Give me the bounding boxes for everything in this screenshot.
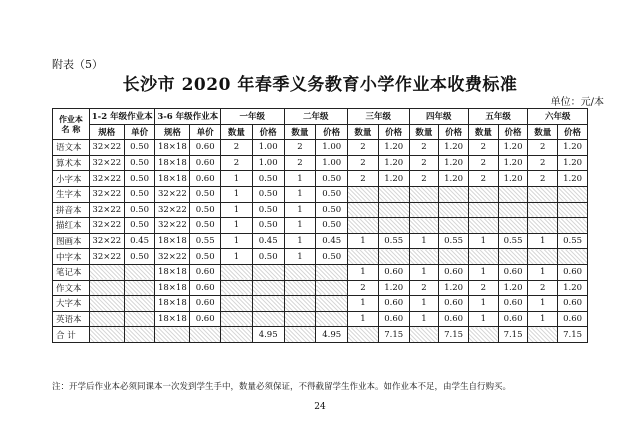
row-name: 描红本: [53, 218, 90, 234]
cell: 0.55: [190, 233, 221, 249]
cell: 1.20: [498, 155, 528, 171]
cell: 0.60: [190, 140, 221, 156]
cell: 0.50: [190, 249, 221, 265]
cell: 0.60: [378, 311, 409, 327]
row-name: 拼音本: [53, 202, 90, 218]
cell: [439, 186, 469, 202]
row-name: 算术本: [53, 155, 90, 171]
cell: [348, 327, 379, 343]
cell: 0.50: [316, 249, 348, 265]
cell: [378, 218, 409, 234]
cell: [252, 280, 284, 296]
cell: 0.50: [190, 202, 221, 218]
cell: 1: [284, 249, 316, 265]
cell: 1: [348, 264, 379, 280]
cell: 0.50: [124, 140, 155, 156]
cost-header: 价格: [498, 124, 528, 140]
cell: 32×22: [89, 140, 124, 156]
cell: 0.60: [439, 311, 469, 327]
cost-header: 价格: [378, 124, 409, 140]
cell: 2: [409, 280, 439, 296]
cell: 2: [284, 155, 316, 171]
cell: [439, 202, 469, 218]
cell: 0.60: [190, 264, 221, 280]
cell: 0.50: [252, 218, 284, 234]
cell: 2: [409, 140, 439, 156]
cell: 0.50: [190, 218, 221, 234]
cell: 0.50: [124, 171, 155, 187]
row-name: 小字本: [53, 171, 90, 187]
cell: 0.45: [124, 233, 155, 249]
cell: [409, 218, 439, 234]
cell: 2: [221, 155, 253, 171]
cell: [558, 249, 588, 265]
cell: 1.00: [252, 155, 284, 171]
cell: 1.20: [498, 280, 528, 296]
cell: 1: [284, 202, 316, 218]
cell: [528, 186, 558, 202]
cell: 0.60: [190, 311, 221, 327]
cell: [498, 186, 528, 202]
cell: 1.20: [378, 171, 409, 187]
cell: 32×22: [155, 249, 190, 265]
cell: [439, 249, 469, 265]
cell: 32×22: [89, 218, 124, 234]
cell: 2: [528, 171, 558, 187]
cell: 1: [221, 233, 253, 249]
cell: 0.55: [378, 233, 409, 249]
cell: [284, 280, 316, 296]
cell: 2: [348, 140, 379, 156]
unit-label: 单位：元/本: [550, 97, 604, 108]
cell: [558, 202, 588, 218]
cell: [316, 296, 348, 312]
cell: [252, 264, 284, 280]
cell: 1: [528, 311, 558, 327]
cell: 1.20: [558, 171, 588, 187]
cell: [528, 249, 558, 265]
header-row-groups: [53, 109, 588, 125]
cell: 1: [348, 233, 379, 249]
price-header: 单价: [190, 124, 221, 140]
cell: 0.60: [378, 264, 409, 280]
cell: 32×22: [155, 218, 190, 234]
cell: 32×22: [89, 233, 124, 249]
cell: 2: [468, 140, 498, 156]
cell: 1.00: [316, 155, 348, 171]
qty-header: 数量: [348, 124, 379, 140]
grade-total: 4.95: [316, 327, 348, 343]
cell: [89, 311, 124, 327]
spec-header: 规格: [155, 124, 190, 140]
cell: 0.50: [252, 186, 284, 202]
cell: 0.60: [439, 264, 469, 280]
qty-header: 数量: [221, 124, 253, 140]
cell: [89, 327, 124, 343]
page-title: 长沙市 2020 年春季义务教育小学作业本收费标准: [122, 75, 518, 95]
cell: 1: [284, 171, 316, 187]
cell: [316, 264, 348, 280]
cell: 1: [284, 186, 316, 202]
cell: 0.50: [316, 186, 348, 202]
cell: [378, 249, 409, 265]
qty-header: 数量: [468, 124, 498, 140]
table-row: [53, 296, 588, 312]
cell: 0.55: [558, 233, 588, 249]
cell: 1: [409, 311, 439, 327]
table-row: [53, 171, 588, 187]
group-header: 1-2 年级作业本: [89, 109, 155, 125]
cell: [89, 296, 124, 312]
qty-header: 数量: [409, 124, 439, 140]
cell: 1: [468, 311, 498, 327]
cell: [528, 202, 558, 218]
table-row: [53, 155, 588, 171]
cell: 1: [284, 218, 316, 234]
row-name: 图画本: [53, 233, 90, 249]
cell: 0.50: [316, 202, 348, 218]
annex-label: 附表（5）: [52, 58, 103, 71]
cell: [124, 311, 155, 327]
cell: 0.45: [252, 233, 284, 249]
cell: [558, 186, 588, 202]
cell: 18×18: [155, 280, 190, 296]
cell: 0.55: [439, 233, 469, 249]
cost-header: 价格: [316, 124, 348, 140]
table-row: [53, 233, 588, 249]
group-header: 三年级: [348, 109, 409, 125]
footnote: 注：开学后作业本必须同课本一次发到学生手中，数量必须保证，不得截留学生作业本。如作业本不足，由学生自行购买。: [52, 382, 512, 392]
cell: 32×22: [155, 186, 190, 202]
cell: [348, 186, 379, 202]
cell: 2: [528, 280, 558, 296]
fee-table: [52, 108, 588, 343]
page-number: 24: [314, 402, 326, 412]
cell: [348, 249, 379, 265]
row-name: 生字本: [53, 186, 90, 202]
cell: [221, 296, 253, 312]
cell: 1: [528, 296, 558, 312]
table-row: [53, 140, 588, 156]
cell: [221, 280, 253, 296]
cell: 2: [284, 140, 316, 156]
cell: 2: [528, 140, 558, 156]
cell: [190, 327, 221, 343]
cell: 18×18: [155, 140, 190, 156]
cell: [468, 202, 498, 218]
cell: 1: [528, 233, 558, 249]
cell: 18×18: [155, 296, 190, 312]
item-name-header: [53, 109, 90, 140]
cell: [378, 202, 409, 218]
row-name: 作文本: [53, 280, 90, 296]
cell: [348, 202, 379, 218]
cell: [468, 249, 498, 265]
cell: [378, 186, 409, 202]
cell: [409, 186, 439, 202]
cell: 2: [221, 140, 253, 156]
cell: 1.20: [439, 140, 469, 156]
table-row: [53, 218, 588, 234]
spec-header: 规格: [89, 124, 124, 140]
cell: [124, 296, 155, 312]
cell: [284, 311, 316, 327]
cell: 2: [348, 171, 379, 187]
table-row: [53, 264, 588, 280]
cell: 0.50: [252, 249, 284, 265]
cell: 0.50: [124, 218, 155, 234]
cell: [124, 327, 155, 343]
cell: [221, 327, 253, 343]
cell: 0.60: [558, 311, 588, 327]
cell: 1.20: [558, 280, 588, 296]
cell: 1: [221, 202, 253, 218]
cost-header: 价格: [252, 124, 284, 140]
cell: 1.00: [316, 140, 348, 156]
cell: 2: [348, 280, 379, 296]
item-name-header-bottom: 名 称: [61, 124, 81, 135]
total-row: [53, 327, 588, 343]
cell: 32×22: [89, 155, 124, 171]
grade-total: 7.15: [439, 327, 469, 343]
header-row-sub: [53, 124, 588, 140]
cell: [316, 311, 348, 327]
row-name: 大字本: [53, 296, 90, 312]
cell: [558, 218, 588, 234]
cell: 2: [409, 171, 439, 187]
item-name-header-top: 作业本: [58, 114, 83, 125]
cell: [124, 264, 155, 280]
cost-header: 价格: [558, 124, 588, 140]
cell: [89, 280, 124, 296]
cell: 1: [284, 233, 316, 249]
cell: 2: [468, 155, 498, 171]
cell: 18×18: [155, 233, 190, 249]
cell: 0.50: [124, 202, 155, 218]
group-header: 五年级: [468, 109, 527, 125]
cell: 32×22: [89, 171, 124, 187]
cell: 0.50: [252, 202, 284, 218]
cell: 0.60: [190, 296, 221, 312]
cell: 0.55: [498, 233, 528, 249]
group-header: 二年级: [284, 109, 348, 125]
fee-table-body: [53, 140, 588, 343]
row-name: 语文本: [53, 140, 90, 156]
qty-header: 数量: [528, 124, 558, 140]
cell: 2: [409, 155, 439, 171]
cell: [155, 327, 190, 343]
cell: [284, 327, 316, 343]
cell: 32×22: [89, 186, 124, 202]
cell: 1: [409, 296, 439, 312]
cell: 0.60: [190, 171, 221, 187]
cost-header: 价格: [439, 124, 469, 140]
table-row: [53, 186, 588, 202]
cell: 32×22: [89, 249, 124, 265]
cell: 1.20: [439, 171, 469, 187]
row-name: 英语本: [53, 311, 90, 327]
cell: 0.60: [190, 280, 221, 296]
cell: 2: [468, 171, 498, 187]
table-row: [53, 280, 588, 296]
group-header: 一年级: [221, 109, 285, 125]
cell: 18×18: [155, 264, 190, 280]
cell: [409, 202, 439, 218]
cell: 0.50: [190, 186, 221, 202]
cell: 0.50: [316, 171, 348, 187]
cell: 1.00: [252, 140, 284, 156]
cell: 1.20: [498, 140, 528, 156]
cell: 32×22: [89, 202, 124, 218]
cell: 1.20: [558, 155, 588, 171]
cell: [221, 311, 253, 327]
grade-total: 4.95: [252, 327, 284, 343]
qty-header: 数量: [284, 124, 316, 140]
cell: [124, 280, 155, 296]
table-row: [53, 249, 588, 265]
cell: [498, 249, 528, 265]
cell: 1: [221, 249, 253, 265]
cell: 2: [528, 155, 558, 171]
table-row: [53, 311, 588, 327]
cell: 0.60: [558, 296, 588, 312]
cell: 1.20: [378, 140, 409, 156]
cell: 0.60: [378, 296, 409, 312]
cell: 32×22: [155, 202, 190, 218]
cell: 1: [409, 264, 439, 280]
row-name: 中字本: [53, 249, 90, 265]
cell: 2: [468, 280, 498, 296]
cell: 1: [221, 218, 253, 234]
cell: [409, 249, 439, 265]
cell: 0.50: [316, 218, 348, 234]
cell: 0.60: [190, 155, 221, 171]
cell: [89, 264, 124, 280]
cell: [284, 264, 316, 280]
cell: 2: [348, 155, 379, 171]
cell: 1: [348, 296, 379, 312]
row-name: 笔记本: [53, 264, 90, 280]
cell: 0.50: [124, 155, 155, 171]
cell: 0.50: [124, 249, 155, 265]
cell: 1: [221, 171, 253, 187]
cell: 18×18: [155, 171, 190, 187]
cell: 1.20: [498, 171, 528, 187]
cell: 0.50: [252, 171, 284, 187]
cell: 1.20: [439, 155, 469, 171]
cell: 0.50: [124, 186, 155, 202]
cell: 1.20: [378, 155, 409, 171]
cell: [409, 327, 439, 343]
cell: 1.20: [378, 280, 409, 296]
cell: 1: [348, 311, 379, 327]
cell: [439, 218, 469, 234]
group-header: 四年级: [409, 109, 468, 125]
cell: 0.60: [439, 296, 469, 312]
cell: [468, 327, 498, 343]
cell: 1: [409, 233, 439, 249]
cell: [252, 296, 284, 312]
cell: 1: [221, 186, 253, 202]
cell: 0.60: [558, 264, 588, 280]
cell: [498, 202, 528, 218]
cell: 1: [468, 233, 498, 249]
cell: 1.20: [439, 280, 469, 296]
cell: [528, 327, 558, 343]
cell: [284, 296, 316, 312]
cell: [498, 218, 528, 234]
cell: 0.60: [498, 264, 528, 280]
cell: 1: [528, 264, 558, 280]
cell: [348, 218, 379, 234]
cell: 0.60: [498, 311, 528, 327]
grade-total: 7.15: [558, 327, 588, 343]
cell: [468, 218, 498, 234]
cell: [221, 264, 253, 280]
cell: 18×18: [155, 311, 190, 327]
cell: [316, 280, 348, 296]
grade-total: 7.15: [378, 327, 409, 343]
cell: 1: [468, 296, 498, 312]
cell: [252, 311, 284, 327]
grade-total: 7.15: [498, 327, 528, 343]
cell: [528, 218, 558, 234]
group-header: 3-6 年级作业本: [155, 109, 221, 125]
cell: [468, 186, 498, 202]
cell: 1: [468, 264, 498, 280]
price-header: 单价: [124, 124, 155, 140]
group-header: 六年级: [528, 109, 588, 125]
table-row: [53, 202, 588, 218]
cell: 0.60: [498, 296, 528, 312]
cell: 0.45: [316, 233, 348, 249]
cell: 1.20: [558, 140, 588, 156]
total-label: 合 计: [53, 327, 90, 343]
cell: 18×18: [155, 155, 190, 171]
